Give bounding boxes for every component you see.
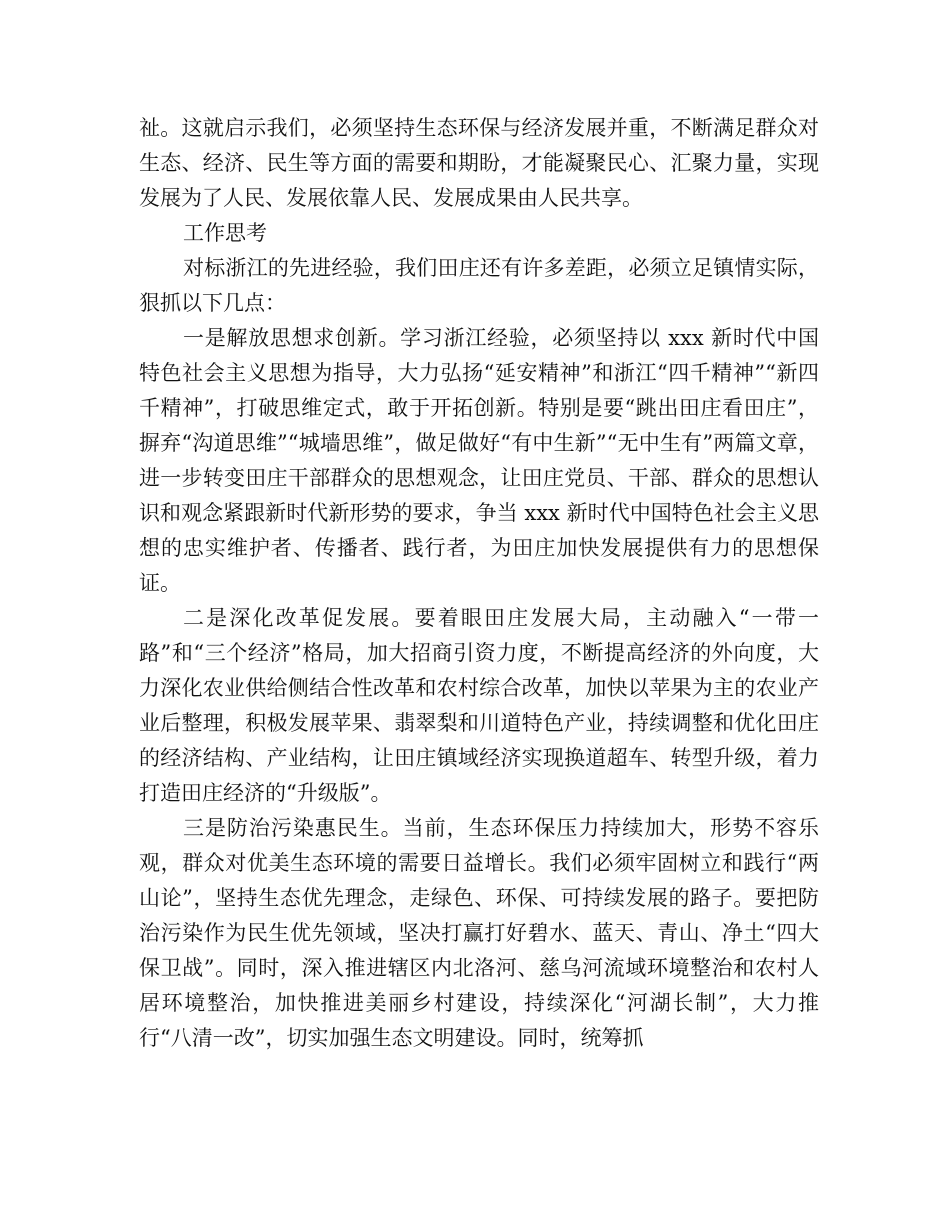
paragraph-continuation: 祉。这就启示我们，必须坚持生态环保与经济发展并重，不断满足群众对生态、经济、民生等方面的需要和期盼，才能凝聚民心、汇聚力量，实现发展为了人民、发展依靠人民、发展成果由人民共享。: [139, 116, 819, 210]
paragraph-point-2: 二是深化改革促发展。要着眼田庄发展大局，主动融入“一带一路”和“三个经济”格局，加大招商引资力度，不断提高经济的外向度，大力深化农业供给侧结合性改革和农村综合改革，加快以苹果为主的农业产业后整理，积极发展苹果、翡翠梨和川道特色产业，持续调整和优化田庄的经济结构、产业结构，让田庄镇域经济实现换道超车、转型升级，着力打造田庄经济的“升级版”。: [139, 606, 819, 805]
paragraph-point-3: 三是防治污染惠民生。当前，生态环保压力持续加大，形势不容乐观，群众对优美生态环境的需要日益增长。我们必须牢固树立和践行“两山论”，坚持生态优先理念，走绿色、环保、可持续发展的路子。要把防治污染作为民生优先领域，坚决打赢打好碧水、蓝天、青山、净土“四大保卫战”。同时，深入推进辖区内北洛河、慈乌河流域环境整治和农村人居环境整治，加快推进美丽乡村建设，持续深化“河湖长制”，大力推行“八清一改”，切实加强生态文明建设。同时，统筹抓: [139, 816, 819, 1050]
section-heading: 工作思考: [183, 221, 267, 245]
paragraph-intro: 对标浙江的先进经验，我们田庄还有许多差距，必须立足镇情实际，狠抓以下几点：: [139, 256, 819, 315]
paragraph-point-1: 一是解放思想求创新。学习浙江经验，必须坚持以 xxx 新时代中国特色社会主义思想为指导，大力弘扬“延安精神”和浙江“四千精神”“新四千精神”，打破思维定式，敢于开拓创新。特别是要“跳出田庄看田庄”，摒弃“沟道思维”“城墙思维”，做足做好“有中生新”“无中生有”两篇文章，进一步转变田庄干部群众的思想观念，让田庄党员、干部、群众的思想认识和观念紧跟新时代新形势的要求，争当 xxx 新时代中国特色社会主义思想的忠实维护者、传播者、践行者，为田庄加快发展提供有力的思想保证。: [139, 326, 819, 595]
document-body: [139, 111, 819, 1056]
